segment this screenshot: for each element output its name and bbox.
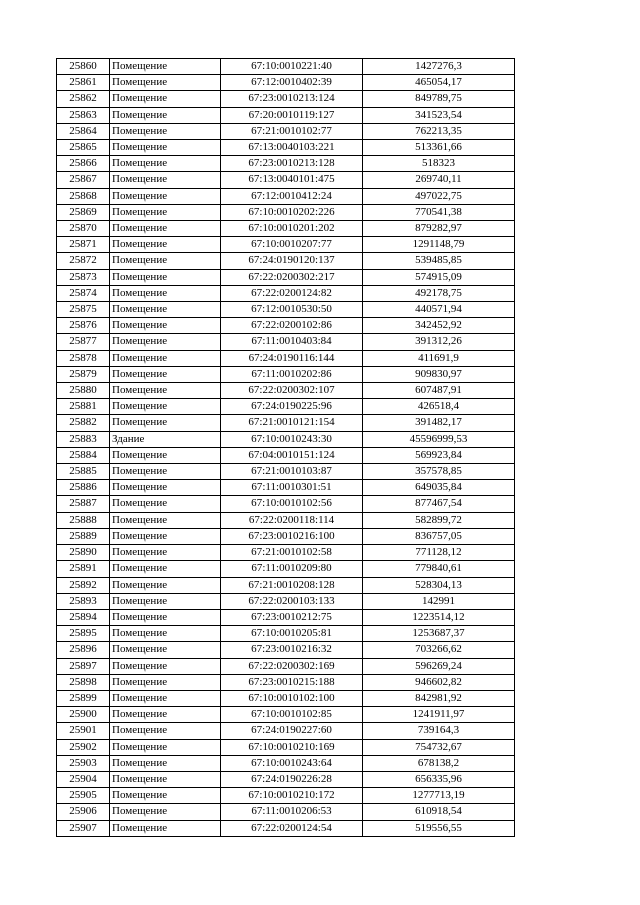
cadastral-number-cell: 67:21:0010103:87	[221, 464, 363, 480]
row-number-cell: 25876	[57, 318, 110, 334]
row-number-cell: 25891	[57, 561, 110, 577]
table-row	[57, 642, 515, 658]
cadastral-number-cell: 67:22:0200103:133	[221, 593, 363, 609]
cadastral-value-cell: 411691,9	[363, 350, 515, 366]
row-number-cell: 25878	[57, 350, 110, 366]
table-row	[57, 528, 515, 544]
object-type-cell: Помещение	[110, 642, 221, 658]
object-type-cell: Помещение	[110, 285, 221, 301]
cadastral-number-cell: 67:22:0200102:86	[221, 318, 363, 334]
object-type-cell: Помещение	[110, 204, 221, 220]
row-number-cell: 25906	[57, 804, 110, 820]
cadastral-number-cell: 67:10:0010205:81	[221, 626, 363, 642]
cadastral-number-cell: 67:22:0200302:217	[221, 269, 363, 285]
table-row	[57, 156, 515, 172]
table-row	[57, 739, 515, 755]
cadastral-value-cell: 519556,55	[363, 820, 515, 836]
object-type-cell: Помещение	[110, 123, 221, 139]
table-row	[57, 188, 515, 204]
cadastral-number-cell: 67:10:0010102:100	[221, 690, 363, 706]
row-number-cell: 25907	[57, 820, 110, 836]
table-row	[57, 107, 515, 123]
row-number-cell: 25900	[57, 707, 110, 723]
object-type-cell: Помещение	[110, 480, 221, 496]
row-number-cell: 25882	[57, 415, 110, 431]
cadastral-value-cell: 391312,26	[363, 334, 515, 350]
cadastral-value-cell: 842981,92	[363, 690, 515, 706]
cadastral-value-cell: 426518,4	[363, 399, 515, 415]
cadastral-value-cell: 1241911,97	[363, 707, 515, 723]
row-number-cell: 25884	[57, 447, 110, 463]
object-type-cell: Помещение	[110, 318, 221, 334]
object-type-cell: Помещение	[110, 707, 221, 723]
object-type-cell: Помещение	[110, 334, 221, 350]
cadastral-number-cell: 67:24:0190226:28	[221, 771, 363, 787]
cadastral-value-cell: 528304,13	[363, 577, 515, 593]
object-type-cell: Помещение	[110, 415, 221, 431]
cadastral-number-cell: 67:21:0010102:77	[221, 123, 363, 139]
table-row	[57, 383, 515, 399]
row-number-cell: 25862	[57, 91, 110, 107]
cadastral-value-cell: 596269,24	[363, 658, 515, 674]
cadastral-value-cell: 836757,05	[363, 528, 515, 544]
cadastral-value-cell: 497022,75	[363, 188, 515, 204]
cadastral-value-cell: 770541,38	[363, 204, 515, 220]
table-row	[57, 480, 515, 496]
row-number-cell: 25868	[57, 188, 110, 204]
row-number-cell: 25881	[57, 399, 110, 415]
object-type-cell: Помещение	[110, 804, 221, 820]
row-number-cell: 25904	[57, 771, 110, 787]
table-row	[57, 707, 515, 723]
cadastral-value-cell: 909830,97	[363, 366, 515, 382]
object-type-cell: Помещение	[110, 75, 221, 91]
cadastral-value-cell: 649035,84	[363, 480, 515, 496]
row-number-cell: 25890	[57, 545, 110, 561]
table-row	[57, 253, 515, 269]
registry-table-body	[57, 59, 515, 837]
table-row	[57, 820, 515, 836]
row-number-cell: 25860	[57, 59, 110, 75]
row-number-cell: 25865	[57, 140, 110, 156]
row-number-cell: 25861	[57, 75, 110, 91]
cadastral-value-cell: 465054,17	[363, 75, 515, 91]
object-type-cell: Помещение	[110, 269, 221, 285]
cadastral-number-cell: 67:10:0010243:64	[221, 755, 363, 771]
object-type-cell: Помещение	[110, 690, 221, 706]
cadastral-number-cell: 67:10:0010102:56	[221, 496, 363, 512]
object-type-cell: Здание	[110, 431, 221, 447]
table-row	[57, 172, 515, 188]
cadastral-value-cell: 539485,85	[363, 253, 515, 269]
row-number-cell: 25879	[57, 366, 110, 382]
row-number-cell: 25867	[57, 172, 110, 188]
cadastral-number-cell: 67:23:0010213:128	[221, 156, 363, 172]
table-row	[57, 302, 515, 318]
table-row	[57, 464, 515, 480]
row-number-cell: 25897	[57, 658, 110, 674]
cadastral-number-cell: 67:22:0200118:114	[221, 512, 363, 528]
cadastral-number-cell: 67:23:0010212:75	[221, 609, 363, 625]
cadastral-value-cell: 771128,12	[363, 545, 515, 561]
object-type-cell: Помещение	[110, 820, 221, 836]
row-number-cell: 25899	[57, 690, 110, 706]
cadastral-number-cell: 67:24:0190225:96	[221, 399, 363, 415]
object-type-cell: Помещение	[110, 464, 221, 480]
cadastral-value-cell: 341523,54	[363, 107, 515, 123]
row-number-cell: 25893	[57, 593, 110, 609]
row-number-cell: 25894	[57, 609, 110, 625]
row-number-cell: 25866	[57, 156, 110, 172]
object-type-cell: Помещение	[110, 626, 221, 642]
cadastral-value-cell: 849789,75	[363, 91, 515, 107]
table-row	[57, 140, 515, 156]
cadastral-number-cell: 67:10:0010221:40	[221, 59, 363, 75]
table-row	[57, 334, 515, 350]
table-row	[57, 561, 515, 577]
object-type-cell: Помещение	[110, 91, 221, 107]
cadastral-number-cell: 67:23:0010216:100	[221, 528, 363, 544]
cadastral-value-cell: 269740,11	[363, 172, 515, 188]
object-type-cell: Помещение	[110, 658, 221, 674]
registry-table	[56, 58, 515, 837]
cadastral-value-cell: 1253687,37	[363, 626, 515, 642]
table-row	[57, 690, 515, 706]
object-type-cell: Помещение	[110, 302, 221, 318]
object-type-cell: Помещение	[110, 107, 221, 123]
row-number-cell: 25863	[57, 107, 110, 123]
table-row	[57, 366, 515, 382]
cadastral-value-cell: 391482,17	[363, 415, 515, 431]
row-number-cell: 25869	[57, 204, 110, 220]
row-number-cell: 25903	[57, 755, 110, 771]
cadastral-number-cell: 67:21:0010121:154	[221, 415, 363, 431]
table-row	[57, 318, 515, 334]
cadastral-number-cell: 67:23:0010215:188	[221, 674, 363, 690]
cadastral-value-cell: 513361,66	[363, 140, 515, 156]
row-number-cell: 25871	[57, 237, 110, 253]
cadastral-number-cell: 67:11:0010202:86	[221, 366, 363, 382]
cadastral-number-cell: 67:11:0010206:53	[221, 804, 363, 820]
table-row	[57, 674, 515, 690]
object-type-cell: Помещение	[110, 755, 221, 771]
table-row	[57, 415, 515, 431]
object-type-cell: Помещение	[110, 739, 221, 755]
table-row	[57, 512, 515, 528]
table-row	[57, 91, 515, 107]
table-row	[57, 59, 515, 75]
cadastral-number-cell: 67:22:0200302:169	[221, 658, 363, 674]
table-row	[57, 496, 515, 512]
table-row	[57, 237, 515, 253]
table-row	[57, 771, 515, 787]
object-type-cell: Помещение	[110, 788, 221, 804]
object-type-cell: Помещение	[110, 59, 221, 75]
row-number-cell: 25895	[57, 626, 110, 642]
cadastral-number-cell: 67:10:0010202:226	[221, 204, 363, 220]
row-number-cell: 25885	[57, 464, 110, 480]
cadastral-value-cell: 656335,96	[363, 771, 515, 787]
table-row	[57, 593, 515, 609]
table-row	[57, 123, 515, 139]
cadastral-number-cell: 67:12:0010402:39	[221, 75, 363, 91]
table-row	[57, 609, 515, 625]
cadastral-value-cell: 762213,35	[363, 123, 515, 139]
cadastral-number-cell: 67:22:0200302:107	[221, 383, 363, 399]
cadastral-number-cell: 67:22:0200124:54	[221, 820, 363, 836]
object-type-cell: Помещение	[110, 399, 221, 415]
cadastral-number-cell: 67:11:0010301:51	[221, 480, 363, 496]
cadastral-value-cell: 342452,92	[363, 318, 515, 334]
row-number-cell: 25872	[57, 253, 110, 269]
table-row	[57, 350, 515, 366]
object-type-cell: Помещение	[110, 237, 221, 253]
row-number-cell: 25901	[57, 723, 110, 739]
cadastral-value-cell: 357578,85	[363, 464, 515, 480]
object-type-cell: Помещение	[110, 593, 221, 609]
cadastral-number-cell: 67:21:0010102:58	[221, 545, 363, 561]
table-row	[57, 626, 515, 642]
row-number-cell: 25864	[57, 123, 110, 139]
cadastral-value-cell: 569923,84	[363, 447, 515, 463]
cadastral-number-cell: 67:12:0010412:24	[221, 188, 363, 204]
cadastral-value-cell: 45596999,53	[363, 431, 515, 447]
cadastral-number-cell: 67:11:0010209:80	[221, 561, 363, 577]
cadastral-value-cell: 1427276,3	[363, 59, 515, 75]
row-number-cell: 25886	[57, 480, 110, 496]
object-type-cell: Помещение	[110, 545, 221, 561]
cadastral-value-cell: 607487,91	[363, 383, 515, 399]
object-type-cell: Помещение	[110, 723, 221, 739]
cadastral-number-cell: 67:11:0010403:84	[221, 334, 363, 350]
table-row	[57, 804, 515, 820]
cadastral-number-cell: 67:21:0010208:128	[221, 577, 363, 593]
cadastral-number-cell: 67:20:0010119:127	[221, 107, 363, 123]
object-type-cell: Помещение	[110, 528, 221, 544]
object-type-cell: Помещение	[110, 609, 221, 625]
cadastral-number-cell: 67:10:0010201:202	[221, 221, 363, 237]
cadastral-number-cell: 67:10:0010207:77	[221, 237, 363, 253]
object-type-cell: Помещение	[110, 496, 221, 512]
table-row	[57, 545, 515, 561]
object-type-cell: Помещение	[110, 140, 221, 156]
cadastral-number-cell: 67:22:0200124:82	[221, 285, 363, 301]
cadastral-value-cell: 779840,61	[363, 561, 515, 577]
row-number-cell: 25898	[57, 674, 110, 690]
cadastral-value-cell: 440571,94	[363, 302, 515, 318]
cadastral-value-cell: 1277713,19	[363, 788, 515, 804]
cadastral-number-cell: 67:04:0010151:124	[221, 447, 363, 463]
cadastral-number-cell: 67:10:0010243:30	[221, 431, 363, 447]
row-number-cell: 25870	[57, 221, 110, 237]
cadastral-value-cell: 877467,54	[363, 496, 515, 512]
object-type-cell: Помещение	[110, 156, 221, 172]
cadastral-number-cell: 67:24:0190120:137	[221, 253, 363, 269]
row-number-cell: 25880	[57, 383, 110, 399]
row-number-cell: 25896	[57, 642, 110, 658]
table-row	[57, 755, 515, 771]
cadastral-value-cell: 754732,67	[363, 739, 515, 755]
cadastral-number-cell: 67:24:0190116:144	[221, 350, 363, 366]
cadastral-value-cell: 142991	[363, 593, 515, 609]
cadastral-number-cell: 67:24:0190227:60	[221, 723, 363, 739]
cadastral-number-cell: 67:23:0010213:124	[221, 91, 363, 107]
cadastral-number-cell: 67:13:0040101:475	[221, 172, 363, 188]
cadastral-value-cell: 879282,97	[363, 221, 515, 237]
table-row	[57, 723, 515, 739]
row-number-cell: 25874	[57, 285, 110, 301]
row-number-cell: 25887	[57, 496, 110, 512]
cadastral-value-cell: 946602,82	[363, 674, 515, 690]
cadastral-value-cell: 678138,2	[363, 755, 515, 771]
cadastral-value-cell: 739164,3	[363, 723, 515, 739]
row-number-cell: 25883	[57, 431, 110, 447]
table-row	[57, 204, 515, 220]
object-type-cell: Помещение	[110, 577, 221, 593]
cadastral-number-cell: 67:10:0010210:172	[221, 788, 363, 804]
object-type-cell: Помещение	[110, 674, 221, 690]
cadastral-number-cell: 67:10:0010210:169	[221, 739, 363, 755]
row-number-cell: 25889	[57, 528, 110, 544]
object-type-cell: Помещение	[110, 512, 221, 528]
table-row	[57, 658, 515, 674]
cadastral-number-cell: 67:13:0040103:221	[221, 140, 363, 156]
table-row	[57, 285, 515, 301]
cadastral-value-cell: 492178,75	[363, 285, 515, 301]
object-type-cell: Помещение	[110, 366, 221, 382]
cadastral-value-cell: 1291148,79	[363, 237, 515, 253]
object-type-cell: Помещение	[110, 350, 221, 366]
row-number-cell: 25892	[57, 577, 110, 593]
cadastral-value-cell: 582899,72	[363, 512, 515, 528]
cadastral-value-cell: 610918,54	[363, 804, 515, 820]
row-number-cell: 25902	[57, 739, 110, 755]
object-type-cell: Помещение	[110, 383, 221, 399]
table-row	[57, 788, 515, 804]
table-row	[57, 269, 515, 285]
object-type-cell: Помещение	[110, 771, 221, 787]
row-number-cell: 25877	[57, 334, 110, 350]
table-row	[57, 447, 515, 463]
cadastral-value-cell: 574915,09	[363, 269, 515, 285]
object-type-cell: Помещение	[110, 447, 221, 463]
table-row	[57, 399, 515, 415]
table-row	[57, 577, 515, 593]
cadastral-number-cell: 67:10:0010102:85	[221, 707, 363, 723]
cadastral-number-cell: 67:12:0010530:50	[221, 302, 363, 318]
row-number-cell: 25875	[57, 302, 110, 318]
row-number-cell: 25873	[57, 269, 110, 285]
object-type-cell: Помещение	[110, 221, 221, 237]
cadastral-value-cell: 1223514,12	[363, 609, 515, 625]
object-type-cell: Помещение	[110, 253, 221, 269]
table-row	[57, 75, 515, 91]
object-type-cell: Помещение	[110, 172, 221, 188]
table-row	[57, 221, 515, 237]
object-type-cell: Помещение	[110, 188, 221, 204]
row-number-cell: 25905	[57, 788, 110, 804]
cadastral-value-cell: 518323	[363, 156, 515, 172]
row-number-cell: 25888	[57, 512, 110, 528]
object-type-cell: Помещение	[110, 561, 221, 577]
cadastral-value-cell: 703266,62	[363, 642, 515, 658]
cadastral-number-cell: 67:23:0010216:32	[221, 642, 363, 658]
table-row	[57, 431, 515, 447]
